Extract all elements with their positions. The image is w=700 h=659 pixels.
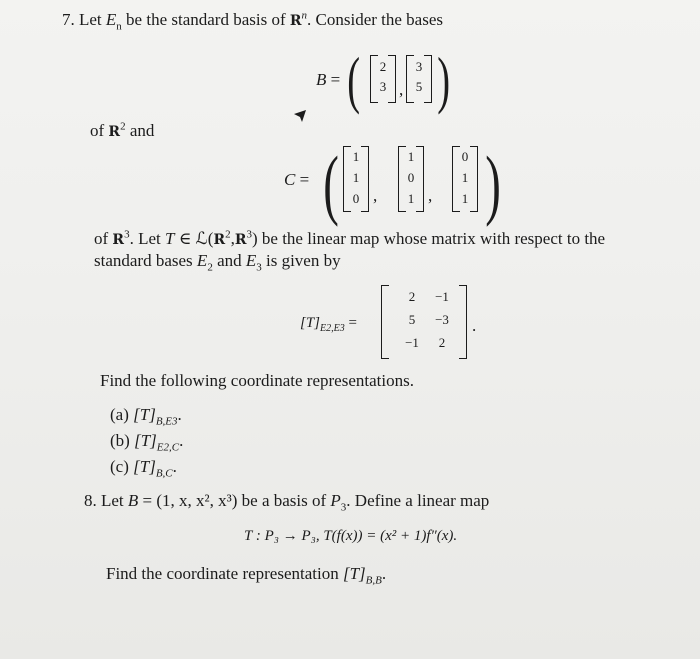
left-paren: ( bbox=[347, 44, 361, 115]
matrix-entry: 2 bbox=[379, 59, 387, 74]
comma: , bbox=[399, 80, 404, 99]
math-sub: B,C bbox=[155, 467, 173, 480]
C-vector-1 bbox=[343, 146, 369, 212]
text: . Let bbox=[129, 229, 165, 248]
equals: = bbox=[330, 70, 341, 89]
math-sup: 3 bbox=[246, 228, 252, 241]
math-R: R bbox=[213, 232, 226, 248]
text: Let bbox=[79, 10, 106, 29]
math-C: C bbox=[284, 170, 296, 189]
math-B: B bbox=[316, 70, 327, 89]
basis-C-label bbox=[284, 170, 309, 190]
math-E: E bbox=[105, 10, 117, 29]
math-sup: 3 bbox=[124, 228, 130, 241]
math-R: R bbox=[108, 124, 121, 140]
math-sub-n: n bbox=[116, 20, 122, 33]
matrix-entry: −1 bbox=[435, 289, 449, 304]
math-E: E bbox=[245, 251, 257, 270]
matrix-entry: 0 bbox=[407, 170, 415, 185]
T-matrix-label bbox=[300, 315, 357, 334]
equals: = bbox=[348, 315, 357, 331]
math-sub: 3 bbox=[340, 501, 347, 514]
period: . bbox=[179, 431, 184, 450]
comma: , bbox=[428, 186, 433, 205]
left-paren: ( bbox=[323, 140, 339, 227]
right-paren: ) bbox=[485, 140, 501, 227]
pointer-cursor-icon bbox=[292, 108, 312, 126]
matrix-entry: 0 bbox=[352, 191, 360, 206]
math-T-bracket: [T] bbox=[300, 315, 321, 331]
matrix-entry: 1 bbox=[407, 149, 415, 164]
text: . Define a linear map bbox=[346, 491, 490, 510]
problem-number: 7. bbox=[62, 10, 75, 29]
text: standard bases bbox=[94, 251, 197, 270]
B-vector-2 bbox=[406, 55, 432, 103]
part-label: (a) bbox=[110, 405, 129, 424]
matrix-entry: 1 bbox=[461, 170, 469, 185]
matrix-entry: 0 bbox=[461, 149, 469, 164]
comma: , bbox=[373, 186, 378, 205]
part-b bbox=[110, 431, 183, 453]
text: be the standard basis of bbox=[121, 10, 290, 29]
text: . Consider the bases bbox=[307, 10, 443, 29]
period: . bbox=[381, 564, 387, 583]
math-sub: E2,C bbox=[156, 441, 180, 454]
text: and bbox=[212, 251, 246, 270]
B-vector-1 bbox=[370, 55, 396, 103]
matrix-entry: 3 bbox=[379, 79, 387, 94]
problem-number: 8. bbox=[84, 491, 97, 510]
problem-8-heading bbox=[84, 491, 490, 514]
text: Find the coordinate representation bbox=[106, 564, 343, 583]
period: . bbox=[172, 457, 177, 476]
math-R: R bbox=[112, 232, 125, 248]
text: and bbox=[125, 121, 155, 140]
matrix-entry: 2 bbox=[408, 289, 416, 304]
math-expr: [T] bbox=[134, 431, 157, 450]
find-instruction: Find the following coordinate representations. bbox=[100, 371, 414, 390]
math-R: R bbox=[289, 13, 302, 29]
math-expr: [T] bbox=[133, 405, 156, 424]
math-sub: 2 bbox=[207, 261, 213, 274]
math-sub: E2,E3 bbox=[320, 323, 345, 334]
text: Let bbox=[101, 491, 128, 510]
matrix-entry: −1 bbox=[405, 335, 419, 350]
math-P: P bbox=[330, 491, 341, 510]
T-matrix bbox=[381, 285, 467, 359]
of-R2-and bbox=[90, 121, 154, 141]
linear-map-definition: T : P₃ → P₃, T(f(x)) = (x² + 1)f″(x). bbox=[244, 528, 458, 544]
part-label: (c) bbox=[110, 457, 129, 476]
problem-7-line-2 bbox=[94, 251, 341, 274]
part-label: (b) bbox=[110, 431, 130, 450]
math-E: E bbox=[196, 251, 208, 270]
matrix-entry: 1 bbox=[352, 149, 360, 164]
math-sup-n: n bbox=[301, 9, 308, 22]
math-R: R bbox=[234, 232, 247, 248]
math-sub: B,E3 bbox=[155, 415, 178, 428]
matrix-entry: 5 bbox=[415, 79, 423, 94]
period: . bbox=[177, 405, 182, 424]
right-paren: ) bbox=[437, 44, 451, 115]
math-L: ℒ bbox=[195, 229, 208, 248]
matrix-entry: 5 bbox=[408, 312, 416, 327]
math-expr: [T] bbox=[342, 564, 366, 583]
text: ∈ bbox=[174, 229, 196, 248]
math-expr: [T] bbox=[133, 457, 156, 476]
C-vector-3 bbox=[452, 146, 478, 212]
text: = (1, x, x², x³) be a basis of bbox=[138, 491, 331, 510]
math-sup: 2 bbox=[225, 228, 231, 241]
math-sub: 3 bbox=[256, 261, 262, 274]
math-B: B bbox=[127, 491, 139, 510]
text: of bbox=[94, 229, 113, 248]
part-c bbox=[110, 457, 177, 479]
matrix-entry: 1 bbox=[461, 191, 469, 206]
math-sup: 2 bbox=[120, 120, 126, 133]
matrix-entry: 3 bbox=[415, 59, 423, 74]
matrix-entry: −3 bbox=[435, 312, 449, 327]
text: be the linear map whose matrix with respect to the bbox=[257, 229, 606, 248]
part-a bbox=[110, 405, 182, 427]
problem-7-heading bbox=[62, 9, 443, 33]
problem-8-find bbox=[106, 564, 386, 586]
text: is given by bbox=[261, 251, 341, 270]
text: of bbox=[90, 121, 109, 140]
matrix-entry: 2 bbox=[438, 335, 446, 350]
C-vector-2 bbox=[398, 146, 424, 212]
matrix-entry: 1 bbox=[352, 170, 360, 185]
basis-B-label bbox=[316, 70, 340, 90]
math-T: T bbox=[164, 229, 175, 248]
math-sub: B,B bbox=[365, 574, 382, 587]
problem-7-line-1: of $R^3$. Let T ∈ $ℒ(R^2,R^3)$ be the linear map whose matrix with respect to the bbox=[94, 228, 606, 248]
equals: = bbox=[299, 170, 310, 189]
matrix-entry: 1 bbox=[407, 191, 415, 206]
period: . bbox=[472, 316, 477, 335]
